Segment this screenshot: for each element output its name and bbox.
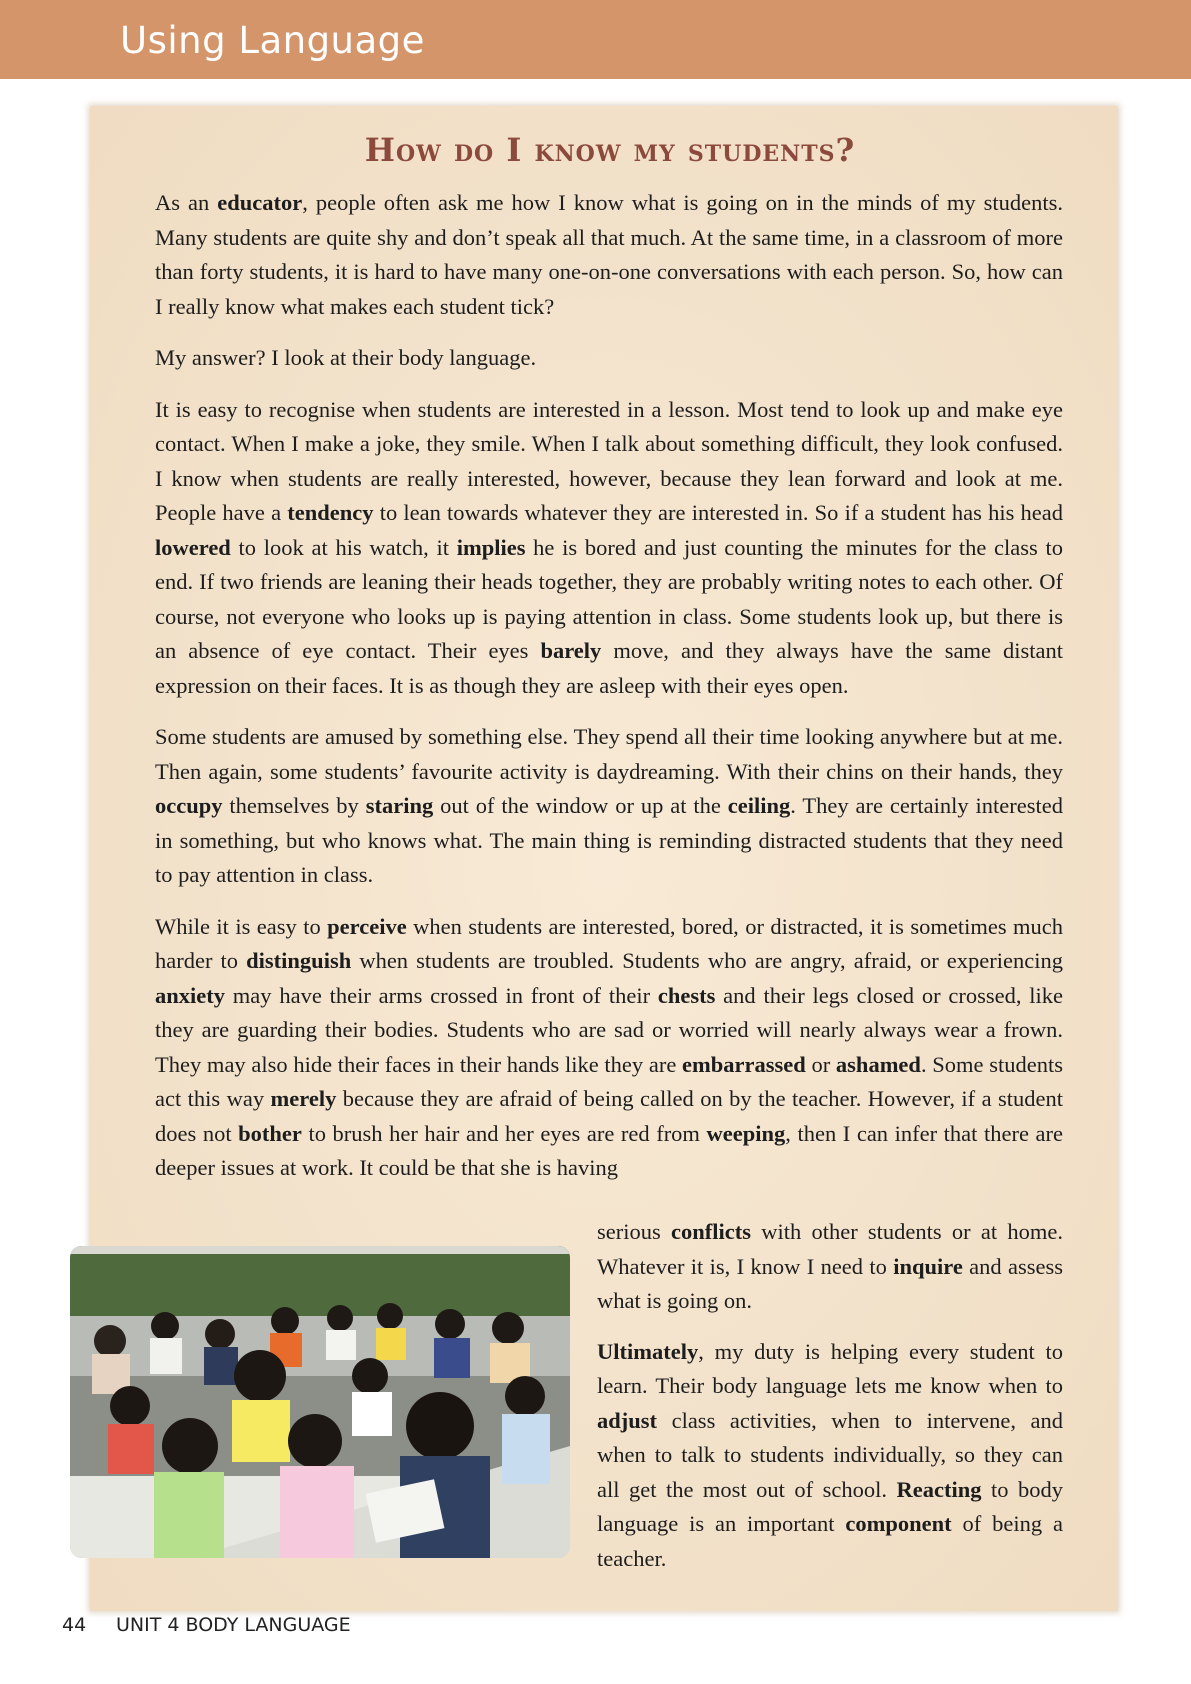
key-vocabulary-word: Ultimately [597, 1338, 699, 1364]
key-vocabulary-word: distinguish [246, 948, 352, 973]
key-vocabulary-word: merely [270, 1086, 337, 1111]
key-vocabulary-word: ceiling [727, 793, 791, 818]
paragraph-3: It is easy to recognise when students are interested in a lesson. Most tend to look up and make eye contact. When I make a joke, they smile. When I talk about something difficult, they look confused. I know when students are really interested, however, because they lean forward and look at me. People have a tendency to lean towards whatever they are interested in. So if a student has his head lowered to look at his watch, it implies he is bored and just counting the minutes for the class to end. If two friends are leaning their heads together, they are probably writing notes to each other. Of course, not everyone who looks up is paying attention in class. Some students look up, but there is an absence of eye contact. Their eyes barely move, and they always have the same distant expression on their faces. It is as though they are asleep with their eyes open. [155, 396, 1063, 698]
key-vocabulary-word: barely [540, 638, 602, 663]
key-vocabulary-word: adjust [597, 1407, 658, 1433]
key-vocabulary-word: ashamed [835, 1051, 921, 1077]
key-vocabulary-word: lowered [155, 534, 231, 560]
paragraph-2: My answer? I look at their body language. [155, 345, 537, 370]
key-vocabulary-word: perceive [327, 913, 407, 939]
key-vocabulary-word: educator [217, 190, 303, 215]
key-vocabulary-word: anxiety [155, 982, 225, 1008]
section-title: Using Language [120, 19, 425, 62]
key-vocabulary-word: inquire [893, 1253, 963, 1279]
paragraph-6: Ultimately, my duty is helping every student to learn. Their body language lets me know when to adjust class activities, when to intervene, and when to talk to students individually, so they can all get the most out of school. Reacting to body language is an important component of being a teacher. [597, 1338, 1063, 1571]
unit-label: UNIT 4 BODY LANGUAGE [116, 1614, 351, 1636]
classroom-photo [70, 1246, 570, 1558]
paragraph-5-continued: serious conflicts with other students or at home. Whatever it is, I know I need to inquire and assess what is going on. [597, 1219, 1063, 1313]
key-vocabulary-word: conflicts [670, 1219, 751, 1244]
article-body [155, 186, 1063, 1186]
article-side-column [597, 1215, 1063, 1592]
key-vocabulary-word: Reacting [896, 1476, 982, 1502]
key-vocabulary-word: implies [456, 534, 526, 560]
key-vocabulary-word: component [845, 1511, 952, 1536]
key-vocabulary-word: staring [365, 793, 434, 818]
paragraph-1: As an educator, people often ask me how I know what is going on in the minds of my students. Many students are quite shy and don’t speak all that much. At the same time, in a classroom of more than forty students, it is hard to have many one-on-one conversations with each person. So, how can I really know what makes each student tick? [155, 190, 1063, 319]
classroom-photo-illustration [70, 1246, 570, 1558]
page-number: 44 [62, 1614, 87, 1636]
key-vocabulary-word: weeping [706, 1120, 786, 1146]
paragraph-4: Some students are amused by something else. They spend all their time looking anywhere but at me. Then again, some students’ favourite activity is daydreaming. With their chins on their hands, they occupy themselves by staring out of the window or up at the ceiling. They are certainly interested in something, but who knows what. The main thing is reminding distracted students that they need to pay attention in class. [155, 724, 1063, 887]
key-vocabulary-word: embarrassed [682, 1051, 806, 1077]
key-vocabulary-word: chests [657, 982, 716, 1008]
paragraph-5: While it is easy to perceive when students are interested, bored, or distracted, it is sometimes much harder to distinguish when students are troubled. Students who are angry, afraid, or experiencing anxiety may have their arms crossed in front of their chests and their legs closed or crossed, like they are guarding their bodies. Students who are sad or worried will nearly always wear a frown. They may also hide their faces in their hands like they are embarrassed or ashamed. Some students act this way merely because they are afraid of being called on by the teacher. However, if a student does not bother to brush her hair and her eyes are red from weeping, then I can infer that there are deeper issues at work. It could be that she is having [155, 913, 1064, 1180]
key-vocabulary-word: occupy [155, 793, 223, 818]
article-title: How do I know my students? [364, 131, 856, 169]
key-vocabulary-word: bother [238, 1120, 302, 1146]
key-vocabulary-word: tendency [287, 500, 374, 525]
